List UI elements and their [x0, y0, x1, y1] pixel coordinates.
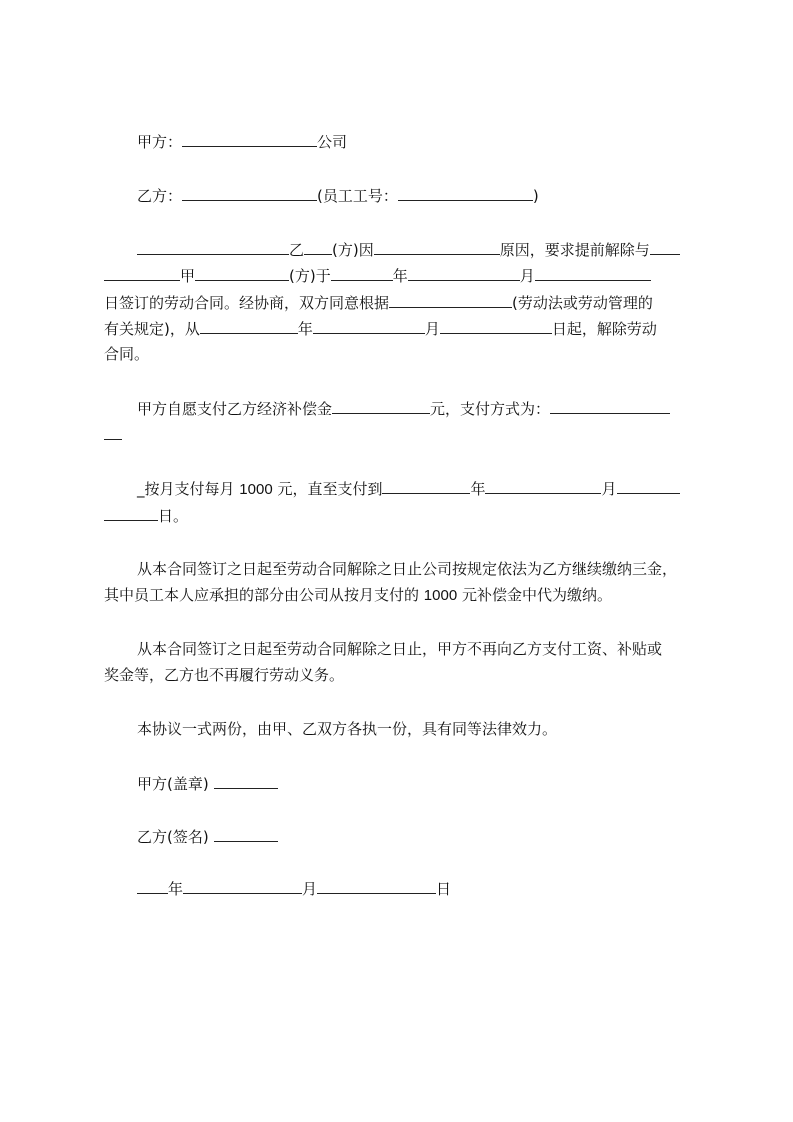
date-nian: 年	[168, 880, 184, 898]
para4-text-1: 从本合同签订之日起至劳动合同解除之日止公司按规定依法为乙方继续缴纳三金，	[137, 560, 678, 578]
date-day-blank[interactable]	[317, 878, 436, 894]
year-blank-3[interactable]	[382, 478, 470, 494]
party-b-name-blank-2[interactable]	[137, 239, 289, 255]
law-basis-blank[interactable]	[389, 292, 512, 308]
para1-line2	[104, 265, 651, 285]
party-b-sign-line	[137, 826, 278, 846]
para1-ri-qi: 日起，解除劳动	[551, 320, 657, 338]
year-blank-2[interactable]	[200, 318, 298, 334]
para1-line1	[137, 239, 680, 259]
para1-yue2: 月	[424, 320, 440, 338]
party-a-line	[137, 131, 347, 151]
para3-amount: 1000	[239, 481, 273, 498]
para3-yue: 月	[601, 480, 617, 498]
party-a-company-blank[interactable]	[182, 131, 317, 147]
blank[interactable]	[104, 265, 180, 281]
para2-line1	[137, 398, 670, 418]
para3-monthly: _按月支付每月	[137, 480, 235, 498]
para4-line1	[137, 559, 677, 579]
party-b-id-open: (员工工号：	[317, 187, 398, 205]
para5-line2	[104, 665, 344, 685]
day-blank-3[interactable]	[617, 478, 680, 494]
para3-ri: 日。	[158, 507, 189, 525]
month-blank[interactable]	[408, 265, 520, 281]
para1-nian2: 年	[297, 320, 313, 338]
blank[interactable]	[304, 239, 332, 255]
party-b-sign-label: 乙方(签名)	[137, 828, 209, 846]
para4-line2	[104, 585, 612, 605]
para1-regs: 有关规定)，从	[104, 320, 200, 338]
payment-method-blank[interactable]	[550, 398, 670, 414]
month-blank-3[interactable]	[485, 478, 601, 494]
para3-line2	[104, 505, 188, 525]
day-blank-2[interactable]	[440, 318, 552, 334]
para4-text-2a: 其中员工本人应承担的部分由公司从按月支付的	[104, 586, 420, 604]
para1-fang-yin: (方)因	[332, 241, 374, 259]
para1-nian: 年	[392, 267, 408, 285]
blank[interactable]	[650, 239, 680, 255]
para1-fang-yu: (方)于	[289, 267, 331, 285]
para1-yi: 乙	[289, 241, 305, 259]
date-ri: 日	[436, 880, 452, 898]
party-a-suffix: 公司	[317, 133, 348, 151]
para3-until: 元，直至支付到	[277, 480, 383, 498]
date-month-blank[interactable]	[183, 878, 302, 894]
compensation-amount-blank[interactable]	[332, 398, 430, 414]
para3-line1	[137, 478, 680, 498]
blank[interactable]	[195, 265, 289, 281]
para2-line2	[104, 424, 122, 444]
para4-text-2b: 元补偿金中代为缴纳。	[461, 586, 612, 604]
party-a-seal-line	[137, 773, 278, 793]
date-yue: 月	[302, 880, 318, 898]
payment-method-blank-cont[interactable]	[104, 424, 122, 440]
para1-line3	[104, 292, 653, 312]
para5-text-2: 奖金等，乙方也不再履行劳动义务。	[104, 666, 345, 684]
para2-text: 甲方自愿支付乙方经济补偿金	[137, 400, 333, 418]
party-b-id-close: )	[532, 187, 539, 205]
party-a-seal-label: 甲方(盖章)	[137, 775, 209, 793]
party-a-label: 甲方：	[137, 133, 183, 151]
party-b-sign-blank[interactable]	[214, 826, 278, 842]
para1-line5	[104, 344, 149, 364]
para4-amount: 1000	[423, 587, 458, 604]
party-b-name-blank[interactable]	[182, 185, 317, 201]
month-blank-2[interactable]	[313, 318, 425, 334]
para6-line	[137, 719, 557, 739]
para1-yue: 月	[519, 267, 535, 285]
para1-reason: 原因，要求提前解除与	[499, 241, 650, 259]
year-blank[interactable]	[331, 265, 393, 281]
para1-contract: 合同。	[104, 345, 150, 363]
party-b-employee-id-blank[interactable]	[398, 185, 533, 201]
para3-nian: 年	[470, 480, 486, 498]
para2-yuan: 元，支付方式为：	[430, 400, 551, 418]
date-year-blank[interactable]	[137, 878, 168, 894]
para1-jia: 甲	[180, 267, 196, 285]
day-blank-3-cont[interactable]	[104, 505, 158, 521]
day-blank[interactable]	[535, 265, 651, 281]
party-b-label: 乙方：	[137, 187, 183, 205]
para1-law: (劳动法或劳动管理的	[512, 294, 653, 312]
para1-line4	[104, 318, 657, 338]
reason-blank[interactable]	[374, 239, 500, 255]
party-a-seal-blank[interactable]	[214, 773, 278, 789]
party-b-line	[137, 185, 539, 205]
para5-text-1: 从本合同签订之日起至劳动合同解除之日止，甲方不再向乙方支付工资、补贴或	[137, 640, 663, 658]
date-line	[137, 878, 451, 898]
para1-signed: 日签订的劳动合同。经协商，双方同意根据	[104, 294, 390, 312]
para5-line1	[137, 639, 662, 659]
para6-text: 本协议一式两份，由甲、乙双方各执一份，具有同等法律效力。	[137, 720, 558, 738]
